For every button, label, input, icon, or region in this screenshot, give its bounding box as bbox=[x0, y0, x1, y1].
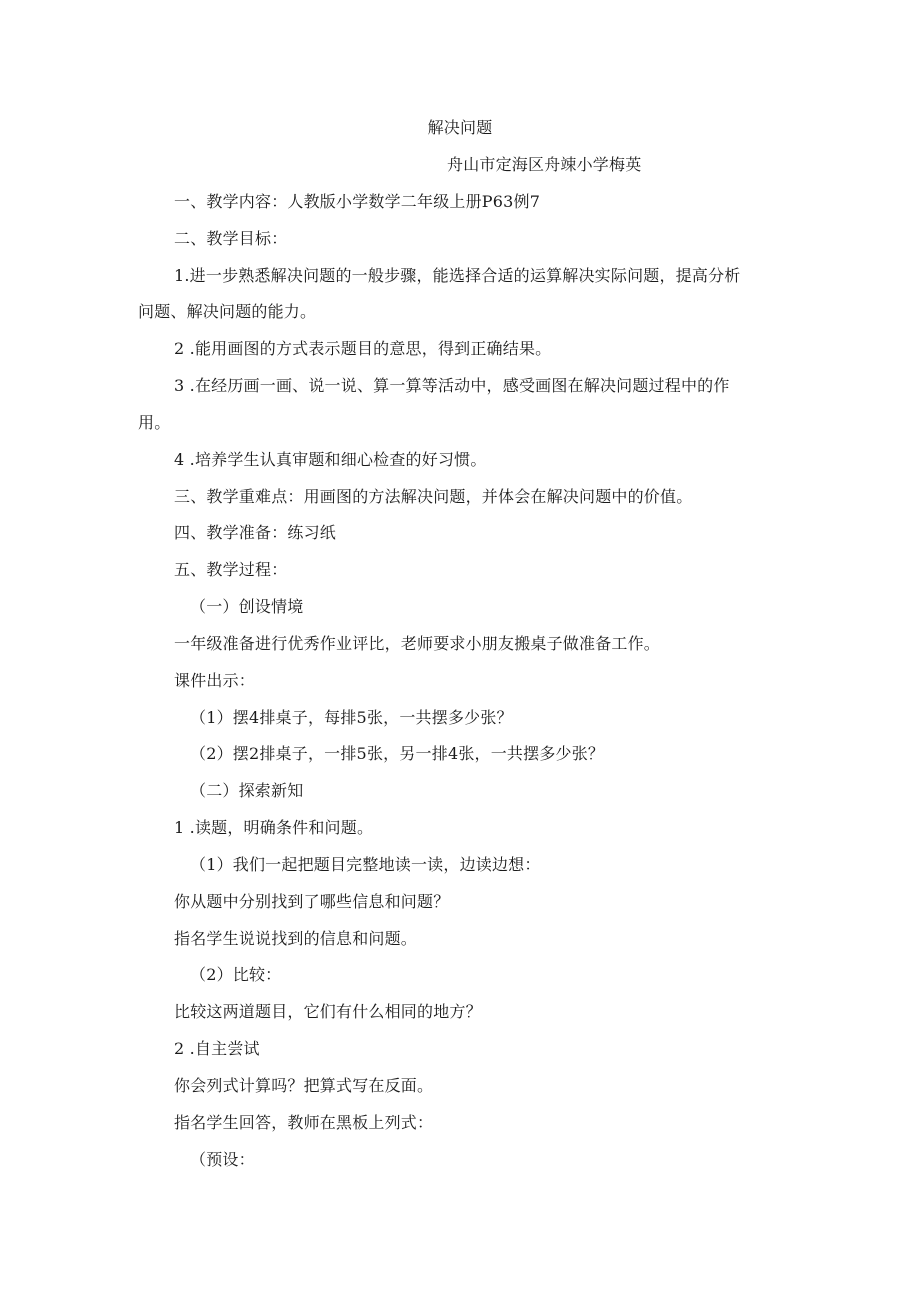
section-key-points: 三、教学重难点：用画图的方法解决问题，并体会在解决问题中的价值。 bbox=[174, 487, 693, 506]
subsection-scenario: （一）创设情境 bbox=[190, 597, 304, 616]
section-process: 五、教学过程： bbox=[174, 560, 288, 579]
step-1-instruction: 指名学生说说找到的信息和问题。 bbox=[174, 929, 418, 948]
objective-1-line-2: 问题、解决问题的能力。 bbox=[138, 302, 317, 321]
subsection-explore: （二）探索新知 bbox=[190, 781, 304, 800]
step-2-question: 你会列式计算吗？把算式写在反面。 bbox=[174, 1076, 434, 1095]
document-author: 舟山市定海区舟竦小学梅英 bbox=[447, 155, 642, 174]
objective-1-line-1: 1.进一步熟悉解决问题的一般步骤，能选择合适的运算解决实际问题，提高分析 bbox=[174, 266, 741, 285]
objective-3-line-2: 用。 bbox=[138, 413, 171, 432]
problem-2: （2）摆2排桌子，一排5张，另一排4张，一共摆多少张？ bbox=[190, 744, 605, 763]
section-preparation: 四、教学准备：练习纸 bbox=[174, 523, 337, 542]
objective-4: 4 .培养学生认真审题和细心检查的好习惯。 bbox=[174, 450, 487, 469]
step-2-instruction: 指名学生回答，教师在黑板上列式： bbox=[174, 1113, 434, 1132]
objective-3-line-1: 3 .在经历画一画、说一说、算一算等活动中，感受画图在解决问题过程中的作 bbox=[174, 376, 730, 395]
step-1-item-1: （1）我们一起把题目完整地读一读，边读边想： bbox=[190, 855, 541, 874]
preset-label: （预设： bbox=[190, 1150, 255, 1169]
problem-1: （1）摆4排桌子，每排5张，一共摆多少张？ bbox=[190, 708, 513, 727]
section-content: 一、教学内容：人教版小学数学二年级上册P63例7 bbox=[174, 192, 541, 211]
compare-question: 比较这两道题目，它们有什么相同的地方？ bbox=[174, 1002, 482, 1021]
step-1-heading: 1 .读题，明确条件和问题。 bbox=[174, 818, 374, 837]
section-objectives: 二、教学目标： bbox=[174, 229, 288, 248]
document-title: 解决问题 bbox=[427, 118, 493, 137]
scenario-text: 一年级准备进行优秀作业评比，老师要求小朋友搬桌子做准备工作。 bbox=[174, 634, 661, 653]
objective-2: 2 .能用画图的方式表示题目的意思，得到正确结果。 bbox=[174, 339, 552, 358]
step-1-item-2: （2）比较： bbox=[190, 965, 282, 984]
courseware-label: 课件出示： bbox=[174, 671, 256, 690]
step-2-heading: 2 .自主尝试 bbox=[174, 1039, 260, 1058]
step-1-question: 你从题中分别找到了哪些信息和问题？ bbox=[174, 892, 450, 911]
